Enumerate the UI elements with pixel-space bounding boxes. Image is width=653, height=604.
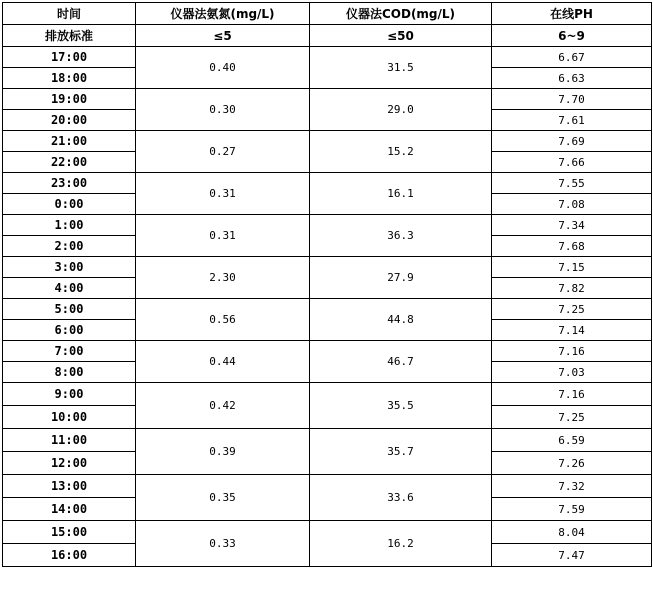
cod-value-cell: 31.5	[310, 47, 492, 89]
ph-value-cell: 7.82	[492, 278, 652, 299]
cod-value-cell: 46.7	[310, 341, 492, 383]
time-cell: 9:00	[3, 383, 136, 406]
standard-row	[3, 25, 652, 47]
ph-value-cell: 7.14	[492, 320, 652, 341]
ph-value-cell: 7.25	[492, 406, 652, 429]
header-ph: 在线PH	[492, 3, 652, 25]
standard-cod: ≤50	[310, 25, 492, 47]
ph-value-cell: 7.08	[492, 194, 652, 215]
ph-value-cell: 7.47	[492, 544, 652, 567]
time-cell: 3:00	[3, 257, 136, 278]
time-cell: 18:00	[3, 68, 136, 89]
ph-value-cell: 7.34	[492, 215, 652, 236]
cod-value-cell: 27.9	[310, 257, 492, 299]
time-cell: 5:00	[3, 299, 136, 320]
ph-value-cell: 7.26	[492, 452, 652, 475]
table-row	[3, 257, 652, 278]
header-time: 时间	[3, 3, 136, 25]
table-row	[3, 299, 652, 320]
nh3-value-cell: 0.35	[136, 475, 310, 521]
monitoring-table	[2, 2, 652, 567]
ph-value-cell: 7.66	[492, 152, 652, 173]
time-cell: 19:00	[3, 89, 136, 110]
cod-value-cell: 36.3	[310, 215, 492, 257]
ph-value-cell: 7.25	[492, 299, 652, 320]
standard-nh3: ≤5	[136, 25, 310, 47]
time-cell: 21:00	[3, 131, 136, 152]
cod-value-cell: 35.5	[310, 383, 492, 429]
time-cell: 23:00	[3, 173, 136, 194]
time-cell: 2:00	[3, 236, 136, 257]
ph-value-cell: 7.55	[492, 173, 652, 194]
time-cell: 15:00	[3, 521, 136, 544]
cod-value-cell: 29.0	[310, 89, 492, 131]
time-cell: 6:00	[3, 320, 136, 341]
nh3-value-cell: 0.30	[136, 89, 310, 131]
table-row	[3, 89, 652, 110]
table-row	[3, 429, 652, 452]
ph-value-cell: 6.59	[492, 429, 652, 452]
time-cell: 14:00	[3, 498, 136, 521]
nh3-value-cell: 0.31	[136, 173, 310, 215]
time-cell: 17:00	[3, 47, 136, 68]
table-row	[3, 131, 652, 152]
time-cell: 4:00	[3, 278, 136, 299]
cod-value-cell: 44.8	[310, 299, 492, 341]
nh3-value-cell: 0.27	[136, 131, 310, 173]
ph-value-cell: 7.59	[492, 498, 652, 521]
time-cell: 13:00	[3, 475, 136, 498]
ph-value-cell: 6.67	[492, 47, 652, 68]
ph-value-cell: 7.16	[492, 383, 652, 406]
time-cell: 16:00	[3, 544, 136, 567]
standard-ph: 6~9	[492, 25, 652, 47]
time-cell: 11:00	[3, 429, 136, 452]
ph-value-cell: 7.32	[492, 475, 652, 498]
cod-value-cell: 35.7	[310, 429, 492, 475]
ph-value-cell: 7.69	[492, 131, 652, 152]
nh3-value-cell: 0.56	[136, 299, 310, 341]
ph-value-cell: 7.03	[492, 362, 652, 383]
cod-value-cell: 33.6	[310, 475, 492, 521]
time-cell: 1:00	[3, 215, 136, 236]
cod-value-cell: 15.2	[310, 131, 492, 173]
header-cod: 仪器法COD(mg/L)	[310, 3, 492, 25]
ph-value-cell: 7.61	[492, 110, 652, 131]
standard-label: 排放标准	[3, 25, 136, 47]
ph-value-cell: 7.15	[492, 257, 652, 278]
header-nh3: 仪器法氨氮(mg/L)	[136, 3, 310, 25]
table-row	[3, 521, 652, 544]
table-row	[3, 383, 652, 406]
cod-value-cell: 16.2	[310, 521, 492, 567]
ph-value-cell: 7.16	[492, 341, 652, 362]
time-cell: 10:00	[3, 406, 136, 429]
nh3-value-cell: 0.40	[136, 47, 310, 89]
table-row	[3, 341, 652, 362]
nh3-value-cell: 0.42	[136, 383, 310, 429]
ph-value-cell: 6.63	[492, 68, 652, 89]
ph-value-cell: 7.70	[492, 89, 652, 110]
ph-value-cell: 7.68	[492, 236, 652, 257]
ph-value-cell: 8.04	[492, 521, 652, 544]
cod-value-cell: 16.1	[310, 173, 492, 215]
time-cell: 20:00	[3, 110, 136, 131]
time-cell: 0:00	[3, 194, 136, 215]
time-cell: 8:00	[3, 362, 136, 383]
time-cell: 12:00	[3, 452, 136, 475]
table-row	[3, 475, 652, 498]
table-row	[3, 173, 652, 194]
nh3-value-cell: 0.39	[136, 429, 310, 475]
nh3-value-cell: 0.31	[136, 215, 310, 257]
nh3-value-cell: 2.30	[136, 257, 310, 299]
nh3-value-cell: 0.33	[136, 521, 310, 567]
header-row	[3, 3, 652, 25]
nh3-value-cell: 0.44	[136, 341, 310, 383]
table-row	[3, 215, 652, 236]
table-row	[3, 47, 652, 68]
time-cell: 7:00	[3, 341, 136, 362]
time-cell: 22:00	[3, 152, 136, 173]
